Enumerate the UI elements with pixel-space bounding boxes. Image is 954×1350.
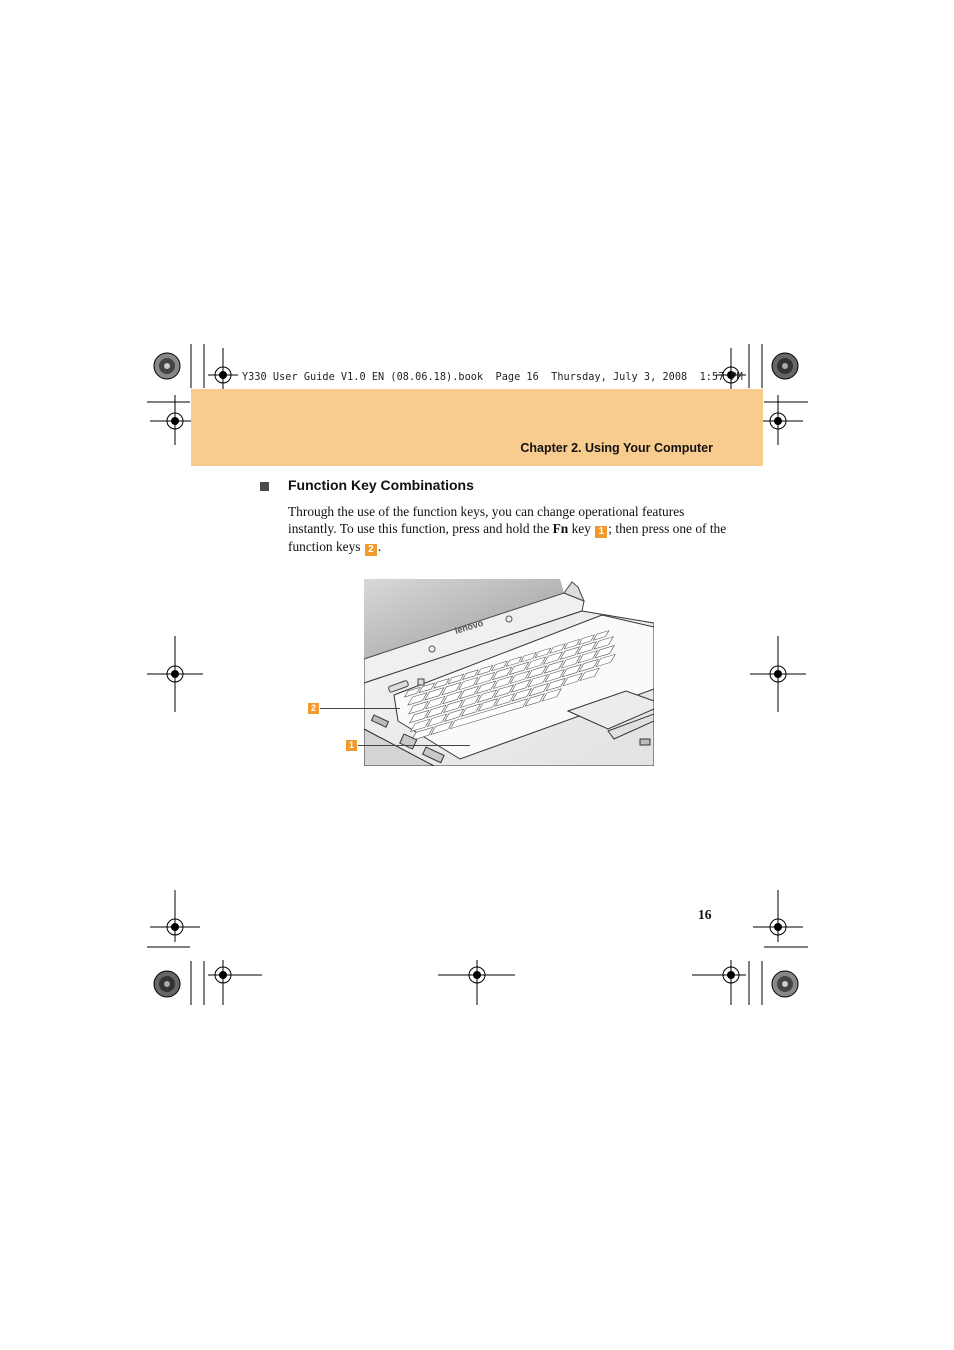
page-number: 16 [698, 907, 712, 922]
starburst-icon [154, 353, 180, 379]
chapter-title: Chapter 2. Using Your Computer [520, 441, 713, 455]
registration-target-icon [208, 960, 262, 1005]
registration-target-icon [750, 636, 806, 712]
registration-target-icon [753, 890, 803, 942]
fn-key-label: Fn [552, 521, 569, 537]
section-title: Function Key Combinations [288, 477, 474, 493]
registration-target-icon [438, 960, 515, 1005]
registration-target-icon [147, 636, 203, 712]
laptop-keyboard-illustration [364, 579, 654, 766]
paragraph-text: ; then press one of the function keys [288, 521, 727, 555]
callout-marker-1: 1 [595, 526, 607, 538]
starburst-icon [772, 971, 798, 997]
starburst-icon [154, 971, 180, 997]
paragraph-text: . [377, 539, 382, 555]
callout-marker-2: 2 [365, 544, 377, 556]
callout-leader-line [320, 708, 400, 709]
starburst-icon [772, 353, 798, 379]
registration-target-icon [692, 960, 746, 1005]
body-paragraph [288, 503, 728, 556]
registration-target-icon [150, 890, 200, 942]
lenovo-logo: lenovo [453, 617, 485, 636]
figure-callout-fn-key: 1 [346, 740, 357, 751]
callout-leader-line [358, 745, 470, 746]
book-info-slug: Y330 User Guide V1.0 EN (08.06.18).book Page 16 Thursday, July 3, 2008 1:57 PM [242, 372, 743, 383]
figure-callout-function-keys: 2 [308, 703, 319, 714]
paragraph-text: Through the use of the function keys, you can change operational features instantly. To use this function, press and hold the [288, 504, 685, 537]
square-bullet-icon [260, 482, 269, 491]
paragraph-text: key [568, 521, 595, 537]
